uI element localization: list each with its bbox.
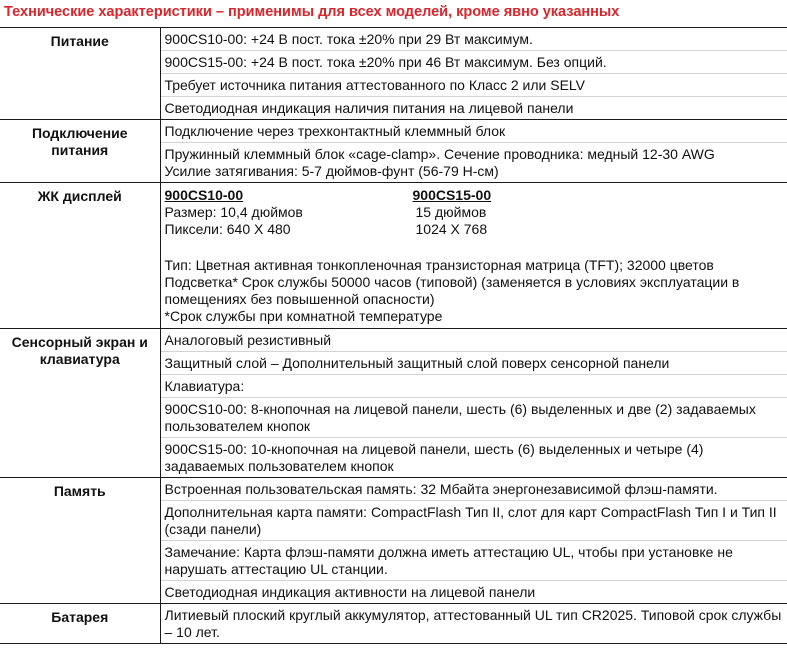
spec-line: Замечание: Карта флэш-памяти должна иметь аттестацию UL, чтобы при установке не нарушать аттестацию UL станции. bbox=[161, 540, 787, 580]
spec-subline: *Срок службы при комнатной температуре bbox=[164, 308, 443, 324]
lcd-model-b-size: 15 дюймов bbox=[415, 204, 487, 220]
spec-line bbox=[161, 255, 787, 328]
spec-line: Светодиодная индикация активности на лицевой панели bbox=[161, 580, 787, 603]
lcd-model-a-heading: 900CS10-00 bbox=[164, 187, 244, 203]
row-values bbox=[160, 604, 787, 644]
lcd-model-a-pixels: Пиксели: 640 X 480 bbox=[164, 221, 291, 237]
spacer bbox=[161, 238, 787, 255]
spec-subline: Усилие затягивания: 5-7 дюймов-фунт (56-79 Н-см) bbox=[164, 163, 499, 179]
spec-line: Дополнительная карта памяти: CompactFlash Тип II, слот для карт CompactFlash Тип I и Тип II (сзади панели) bbox=[161, 500, 787, 540]
lcd-model-b-pixels: 1024 X 768 bbox=[415, 221, 488, 237]
spec-line: Светодиодная индикация наличия питания на лицевой панели bbox=[161, 96, 787, 119]
spec-table bbox=[0, 27, 787, 644]
spec-subline: Пружинный клеммный блок «cage-clamp». Сечение проводника: медный 12-30 AWG bbox=[164, 146, 715, 162]
row-label: ЖК дисплей bbox=[0, 183, 160, 329]
lcd-model-grid bbox=[161, 183, 787, 238]
lcd-model-b-heading: 900CS15-00 bbox=[412, 187, 492, 203]
spec-subline: Тип: Цветная активная тонкопленочная транзисторная матрица (TFT); 32000 цветов bbox=[164, 257, 714, 273]
spec-row-power-connection bbox=[0, 120, 787, 183]
spec-subline: Подсветка* Срок службы 50000 часов (типовой) (заменяется в условиях эксплуатации в помещениях без повышенной опасности) bbox=[164, 274, 740, 307]
spec-line: Подключение через трехконтактный клеммный блок bbox=[164, 123, 506, 139]
row-label: Батарея bbox=[0, 604, 160, 644]
row-label: Подключение питания bbox=[0, 120, 160, 183]
spec-line: Защитный слой – Дополнительный защитный слой поверх сенсорной панели bbox=[161, 351, 787, 374]
lcd-model-a-size: Размер: 10,4 дюймов bbox=[164, 204, 303, 220]
row-values bbox=[160, 329, 787, 478]
spec-row-lcd bbox=[0, 183, 787, 329]
spec-line: Требует источника питания аттестованного по Класс 2 или SELV bbox=[161, 73, 787, 96]
row-label: Память bbox=[0, 478, 160, 604]
row-label: Питание bbox=[0, 28, 160, 120]
spec-line: 900CS10-00: +24 В пост. тока ±20% при 29 Вт максимум. bbox=[164, 31, 533, 47]
spec-line: 900CS15-00: 10-кнопочная на лицевой панели, шесть (6) выделенных и четыре (4) задаваемых пользователем кнопок bbox=[161, 437, 787, 477]
spec-line: Встроенная пользовательская память: 32 Мбайта энергонезависимой флэш-памяти. bbox=[164, 481, 718, 497]
spec-row-memory bbox=[0, 478, 787, 604]
row-values bbox=[160, 183, 787, 329]
spec-line: 900CS15-00: +24 В пост. тока ±20% при 46 Вт максимум. Без опций. bbox=[161, 50, 787, 73]
row-values bbox=[160, 478, 787, 604]
spec-row-power bbox=[0, 28, 787, 120]
spec-row-battery bbox=[0, 604, 787, 644]
spec-row-touchscreen bbox=[0, 329, 787, 478]
page-title: Технические характеристики – применимы для всех моделей, кроме явно указанных bbox=[4, 4, 620, 20]
spec-line bbox=[161, 142, 787, 182]
row-values bbox=[160, 120, 787, 183]
row-values bbox=[160, 28, 787, 120]
spec-line: Клавиатура: bbox=[161, 374, 787, 397]
row-label: Сенсорный экран и клавиатура bbox=[0, 329, 160, 478]
spec-line: Аналоговый резистивный bbox=[164, 332, 332, 348]
spec-line: 900CS10-00: 8-кнопочная на лицевой панели, шесть (6) выделенных и две (2) задаваемых пользователем кнопок bbox=[161, 397, 787, 437]
spec-line: Литиевый плоский круглый аккумулятор, аттестованный UL тип CR2025. Типовой срок службы – 10 лет. bbox=[164, 607, 782, 640]
